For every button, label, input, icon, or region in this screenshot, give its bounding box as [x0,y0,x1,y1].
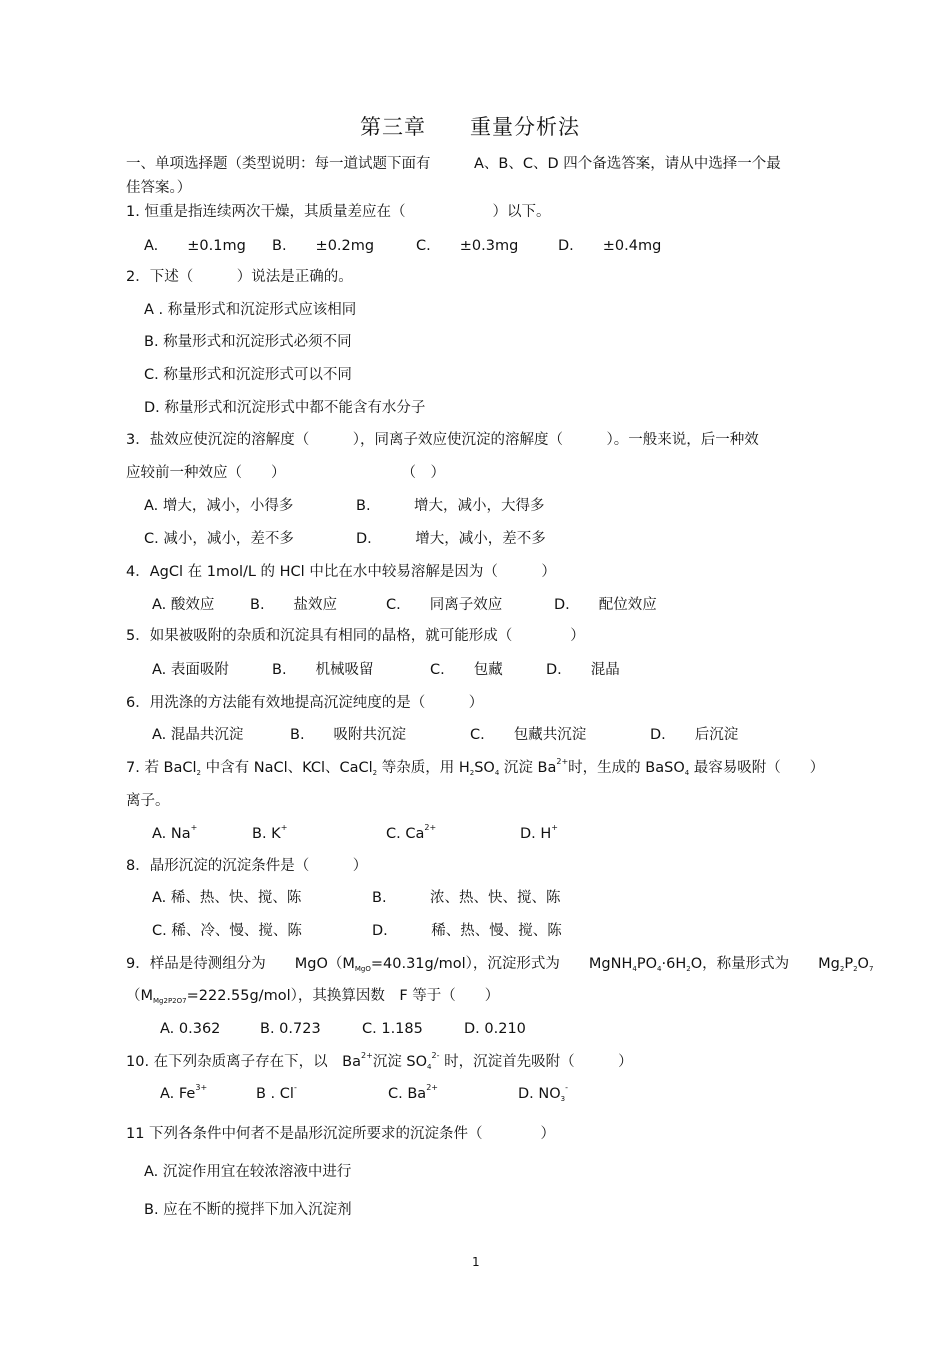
q8-option-d: D. 稀、热、慢、搅、陈 [372,923,562,939]
q1-option-b: B. ±0.2mg [272,238,375,254]
q9-option-a: A. 0.362 [160,1021,221,1037]
q7-option-d: D. H+ [520,823,558,842]
q6-option-c: C. 包藏共沉淀 [470,727,587,743]
q2-option-a: A . 称量形式和沉淀形式应该相同 [144,302,357,318]
q10-option-d: D. $NO_3^-$ [518,1083,569,1103]
q1-option-c: C. ±0.3mg [416,238,519,254]
question-8: 8．晶形沉淀的沉淀条件是（ ） [126,858,368,874]
q3-option-d: D. 增大，减小，差不多 [356,531,546,547]
q4-option-c: C. 同离子效应 [386,597,503,613]
q9-option-c: C. 1.185 [362,1021,423,1037]
q9-option-b: B. 0.723 [260,1021,321,1037]
question-5: 5．如果被吸附的杂质和沉淀具有相同的晶格，就可能形成（ ） [126,628,585,644]
section-heading: 一、单项选择题（类型说明：每一道试题下面有 A、B、C、D 四个备选答案，请从中选择一个最 [126,156,781,172]
q5-option-d: D. 混晶 [546,662,620,678]
q8-option-a: A. 稀、热、快、搅、陈 [152,890,302,906]
q1-option-a: A. ±0.1mg [144,238,246,254]
page-title: 第三章 重量分析法 [360,115,580,139]
q8-option-b: B. 浓、热、快、搅、陈 [372,890,561,906]
page-number: 1 [472,1255,480,1269]
q3-option-a: A. 增大，减小，小得多 [144,498,294,514]
q2-option-b: B. 称量形式和沉淀形式必须不同 [144,334,352,350]
q10-option-b: B . Cl- [256,1083,297,1102]
q4-option-b: B. 盐效应 [250,597,338,613]
question-7: 7. 若 BaCl$_2$ 中含有 NaCl、KCl、CaCl$_2$ 等杂质，用 $H_2SO_4$ 沉淀 $Ba^{2+}$时，生成的 BaSO$_4$ 最容易吸附（ ） [126,757,825,777]
q7-option-b: B. K+ [252,823,288,842]
q6-option-d: D. 后沉淀 [650,727,739,743]
q11-option-a: A. 沉淀作用宜在较浓溶液中进行 [144,1164,352,1180]
q3-option-c: C. 减小，减小，差不多 [144,531,294,547]
q5-option-b: B. 机械吸留 [272,662,374,678]
question-9: 9．样品是待测组分为 $MgO(M_{MgO}=40.31g/mol)$，沉淀形式为 $MgNH_4PO_4\cdot 6H_2O$，称量形式为 $Mg_2P_2O_7$ [126,956,874,973]
q8-option-c: C. 稀、冷、慢、搅、陈 [152,923,302,939]
q9-option-d: D. 0.210 [464,1021,526,1037]
q2-option-c: C. 称量形式和沉淀形式可以不同 [144,367,352,383]
question-6: 6．用洗涤的方法能有效地提高沉淀纯度的是（ ） [126,695,484,711]
q4-option-d: D. 配位效应 [554,597,657,613]
q7-option-c: C. $Ca^{2+}$ [386,823,437,842]
question-7-cont: 离子。 [126,793,170,809]
section-heading-cont: 佳答案。） [126,180,192,196]
question-1: 1. 恒重是指连续两次干燥，其质量差应在（ ）以下。 [126,204,551,220]
q10-option-c: C. $Ba^{2+}$ [388,1083,438,1102]
question-9-cont: $(M_{Mg2P2O7}=222.55g/mol)$，其换算因数 F 等于（ ） [126,988,500,1005]
q5-option-a: A. 表面吸附 [152,662,229,678]
q3-option-b: B. 增大，减小，大得多 [356,498,545,514]
q7-option-a: A. Na+ [152,823,198,842]
q4-option-a: A. 酸效应 [152,597,215,613]
q5-option-c: C. 包藏 [430,662,503,678]
question-2: 2．下述（ ）说法是正确的。 [126,269,353,285]
q10-option-a: A. $Fe^{3+}$ [160,1083,208,1102]
q2-option-d: D. 称量形式和沉淀形式中都不能含有水分子 [144,400,426,416]
question-3-cont: 应较前一种效应（ ） （ ） [126,465,445,481]
q6-option-a: A. 混晶共沉淀 [152,727,244,743]
q11-option-b: B. 应在不断的搅拌下加入沉淀剂 [144,1202,352,1218]
q1-option-d: D. ±0.4mg [558,238,662,254]
question-4: 4．AgCl 在 1mol/L 的 HCl 中比在水中较易溶解是因为（ ） [126,564,556,580]
question-11: 11 下列各条件中何者不是晶形沉淀所要求的沉淀条件（ ） [126,1126,556,1142]
question-10: 10. 在下列杂质离子存在下，以 $Ba^{2+}$沉淀 $SO_4^{2-}$ 时，沉淀首先吸附（ ） [126,1051,633,1071]
q6-option-b: B. 吸附共沉淀 [290,727,407,743]
question-3: 3．盐效应使沉淀的溶解度（ ），同离子效应使沉淀的溶解度（ ）。一般来说，后一种效 [126,432,759,448]
